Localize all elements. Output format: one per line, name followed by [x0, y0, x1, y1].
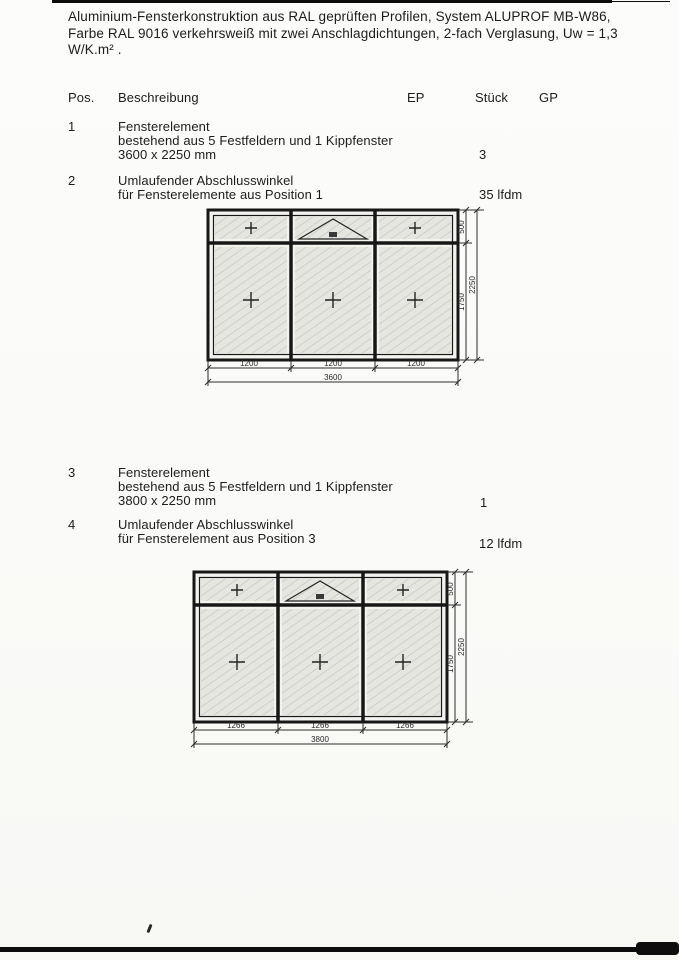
header-line-3: W/K.m² .: [68, 42, 122, 57]
right-dimension-labels: [457, 220, 477, 311]
window-drawing-2: [182, 566, 492, 762]
dimension-label-total-height: 2250: [457, 638, 466, 656]
window-drawing-1: [196, 204, 506, 400]
right-dimension-labels: [446, 582, 466, 673]
row-3-desc-line: bestehend aus 5 Festfeldern und 1 Kippfenster: [118, 479, 393, 494]
row-1-description: [118, 120, 393, 162]
dimension-label-main-height: 1750: [457, 293, 466, 311]
row-3-pos: 3: [68, 465, 76, 480]
header-line-2: Farbe RAL 9016 verkehrsweiß mit zwei Anschlagdichtungen, 2-fach Verglasung, Uw = 1,3: [68, 25, 618, 41]
tilt-symbol-mark: [316, 594, 324, 599]
row-1-desc-line: 3600 x 2250 mm: [118, 147, 217, 162]
window-drawing-2-wrapper: [182, 566, 492, 767]
glass-panes: [201, 579, 440, 715]
column-header-beschreibung: Beschreibung: [118, 90, 199, 105]
row-4-desc-line: Umlaufender Abschlusswinkel: [118, 517, 294, 532]
dimension-label: 1200: [407, 359, 425, 368]
dimension-label: 1266: [396, 721, 414, 730]
scan-artifact-bottom-edge: [0, 947, 679, 952]
dimension-label-total-width: 3800: [311, 735, 329, 744]
row-3-desc-line: Fensterelement: [118, 465, 210, 480]
dimension-label-main-height: 1750: [446, 655, 455, 673]
tilt-symbol-mark: [329, 232, 337, 237]
scan-artifact-bottom-right-blob: [636, 942, 679, 955]
row-1-desc-line: Fensterelement: [118, 119, 210, 134]
row-4-description: [118, 518, 316, 546]
dimension-label: 1266: [311, 721, 329, 730]
bottom-dimension-labels: [227, 721, 414, 744]
row-3-quantity: 1: [480, 495, 488, 510]
header-paragraph: [68, 9, 660, 59]
row-2-pos: 2: [68, 173, 76, 188]
dimension-label-top-height: 500: [446, 582, 455, 596]
scan-artifact-top-edge: [52, 0, 612, 3]
row-1-desc-line: bestehend aus 5 Festfeldern und 1 Kippfenster: [118, 133, 393, 148]
dimension-label: 1200: [240, 359, 258, 368]
row-3-description: [118, 466, 393, 508]
row-4-desc-line: für Fensterelement aus Position 3: [118, 531, 316, 546]
column-header-pos: Pos.: [68, 90, 95, 105]
column-header-ep: EP: [407, 90, 425, 105]
dimension-label: 1200: [324, 359, 342, 368]
dimension-label-total-height: 2250: [468, 276, 477, 294]
column-header-stueck: Stück: [475, 90, 509, 105]
dimension-label-top-height: 500: [457, 220, 466, 234]
row-1-pos: 1: [68, 119, 76, 134]
dimension-label: 1266: [227, 721, 245, 730]
row-4-quantity: 12 lfdm: [479, 536, 523, 551]
scan-artifact-top-edge-right: [600, 1, 670, 2]
glass-panes: [215, 217, 451, 353]
row-2-desc-line: für Fensterelemente aus Position 1: [118, 187, 324, 202]
column-header-gp: GP: [539, 90, 558, 105]
window-drawing-1-wrapper: [196, 204, 506, 405]
row-2-desc-line: Umlaufender Abschlusswinkel: [118, 173, 294, 188]
header-line-1: Aluminium-Fensterkonstruktion aus RAL geprüften Profilen, System ALUPROF MB-W86,: [68, 9, 611, 24]
row-2-description: [118, 174, 323, 202]
bottom-dimension-labels: [240, 359, 425, 382]
dimension-label-total-width: 3600: [324, 373, 342, 382]
row-1-quantity: 3: [479, 147, 487, 162]
row-4-pos: 4: [68, 517, 76, 532]
row-3-desc-line: 3800 x 2250 mm: [118, 493, 217, 508]
scan-artifact-pen-mark: [146, 924, 152, 933]
row-2-quantity: 35 lfdm: [479, 187, 523, 202]
